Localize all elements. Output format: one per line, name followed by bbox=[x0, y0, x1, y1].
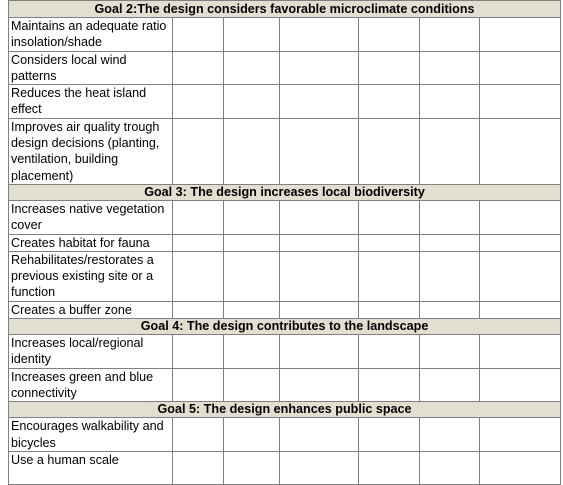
score-cell[interactable] bbox=[280, 418, 359, 452]
criterion-label: Encourages walkability and bicycles bbox=[9, 418, 173, 452]
score-cell[interactable] bbox=[173, 18, 224, 52]
score-cell[interactable] bbox=[480, 118, 561, 184]
score-cell[interactable] bbox=[173, 51, 224, 85]
score-cell[interactable] bbox=[480, 51, 561, 85]
criterion-row bbox=[9, 368, 561, 402]
score-cell[interactable] bbox=[173, 451, 224, 484]
criterion-row bbox=[9, 234, 561, 251]
score-cell[interactable] bbox=[280, 301, 359, 318]
criterion-row bbox=[9, 418, 561, 452]
criterion-row bbox=[9, 301, 561, 318]
criterion-label: Increases green and blue connectivity bbox=[9, 368, 173, 402]
score-cell[interactable] bbox=[420, 451, 480, 484]
score-cell[interactable] bbox=[224, 51, 280, 85]
criterion-label: Increases native vegetation cover bbox=[9, 200, 173, 234]
score-cell[interactable] bbox=[173, 200, 224, 234]
criterion-row bbox=[9, 251, 561, 301]
evaluation-table bbox=[8, 0, 561, 485]
score-cell[interactable] bbox=[480, 18, 561, 52]
score-cell[interactable] bbox=[224, 368, 280, 402]
criterion-label: Creates habitat for fauna bbox=[9, 234, 173, 251]
evaluation-table-page bbox=[8, 0, 560, 485]
score-cell[interactable] bbox=[224, 418, 280, 452]
score-cell[interactable] bbox=[173, 251, 224, 301]
score-cell[interactable] bbox=[224, 251, 280, 301]
score-cell[interactable] bbox=[359, 18, 420, 52]
score-cell[interactable] bbox=[224, 451, 280, 484]
score-cell[interactable] bbox=[173, 368, 224, 402]
score-cell[interactable] bbox=[224, 118, 280, 184]
criterion-row bbox=[9, 451, 561, 484]
score-cell[interactable] bbox=[359, 85, 420, 119]
score-cell[interactable] bbox=[420, 335, 480, 369]
score-cell[interactable] bbox=[420, 301, 480, 318]
score-cell[interactable] bbox=[359, 301, 420, 318]
score-cell[interactable] bbox=[480, 85, 561, 119]
score-cell[interactable] bbox=[480, 418, 561, 452]
score-cell[interactable] bbox=[480, 200, 561, 234]
score-cell[interactable] bbox=[224, 200, 280, 234]
score-cell[interactable] bbox=[359, 368, 420, 402]
score-cell[interactable] bbox=[420, 200, 480, 234]
score-cell[interactable] bbox=[359, 251, 420, 301]
score-cell[interactable] bbox=[420, 51, 480, 85]
score-cell[interactable] bbox=[420, 418, 480, 452]
score-cell[interactable] bbox=[224, 234, 280, 251]
score-cell[interactable] bbox=[280, 200, 359, 234]
score-cell[interactable] bbox=[359, 418, 420, 452]
criterion-label: Rehabilitates/restorates a previous existing site or a function bbox=[9, 251, 173, 301]
score-cell[interactable] bbox=[420, 234, 480, 251]
score-cell[interactable] bbox=[359, 234, 420, 251]
goal-row bbox=[9, 184, 561, 200]
goal-row bbox=[9, 402, 561, 418]
score-cell[interactable] bbox=[280, 51, 359, 85]
criterion-label: Reduces the heat island effect bbox=[9, 85, 173, 119]
criterion-row bbox=[9, 335, 561, 369]
score-cell[interactable] bbox=[359, 118, 420, 184]
score-cell[interactable] bbox=[173, 418, 224, 452]
score-cell[interactable] bbox=[224, 301, 280, 318]
score-cell[interactable] bbox=[224, 85, 280, 119]
score-cell[interactable] bbox=[359, 335, 420, 369]
criterion-label: Considers local wind patterns bbox=[9, 51, 173, 85]
criterion-row bbox=[9, 200, 561, 234]
score-cell[interactable] bbox=[173, 118, 224, 184]
score-cell[interactable] bbox=[480, 368, 561, 402]
score-cell[interactable] bbox=[280, 85, 359, 119]
criterion-label: Improves air quality trough design decisions (planting, ventilation, building placement) bbox=[9, 118, 173, 184]
score-cell[interactable] bbox=[480, 451, 561, 484]
goal-row bbox=[9, 1, 561, 18]
score-cell[interactable] bbox=[480, 234, 561, 251]
criterion-row bbox=[9, 118, 561, 184]
criterion-label: Maintains an adequate ratio insolation/shade bbox=[9, 18, 173, 52]
score-cell[interactable] bbox=[420, 18, 480, 52]
score-cell[interactable] bbox=[480, 335, 561, 369]
score-cell[interactable] bbox=[420, 368, 480, 402]
criterion-row bbox=[9, 18, 561, 52]
score-cell[interactable] bbox=[224, 335, 280, 369]
score-cell[interactable] bbox=[280, 234, 359, 251]
score-cell[interactable] bbox=[173, 335, 224, 369]
goal-heading: Goal 5: The design enhances public space bbox=[9, 402, 561, 418]
criterion-row bbox=[9, 85, 561, 119]
goal-heading: Goal 4: The design contributes to the landscape bbox=[9, 319, 561, 335]
score-cell[interactable] bbox=[224, 18, 280, 52]
score-cell[interactable] bbox=[359, 51, 420, 85]
score-cell[interactable] bbox=[173, 234, 224, 251]
criterion-label: Increases local/regional identity bbox=[9, 335, 173, 369]
score-cell[interactable] bbox=[280, 368, 359, 402]
score-cell[interactable] bbox=[359, 451, 420, 484]
score-cell[interactable] bbox=[280, 251, 359, 301]
score-cell[interactable] bbox=[420, 251, 480, 301]
goal-heading: Goal 3: The design increases local biodiversity bbox=[9, 184, 561, 200]
score-cell[interactable] bbox=[280, 451, 359, 484]
score-cell[interactable] bbox=[173, 301, 224, 318]
goal-row bbox=[9, 319, 561, 335]
score-cell[interactable] bbox=[480, 301, 561, 318]
score-cell[interactable] bbox=[280, 118, 359, 184]
score-cell[interactable] bbox=[173, 85, 224, 119]
score-cell[interactable] bbox=[420, 85, 480, 119]
score-cell[interactable] bbox=[280, 18, 359, 52]
criterion-label: Creates a buffer zone bbox=[9, 301, 173, 318]
score-cell[interactable] bbox=[280, 335, 359, 369]
criterion-row bbox=[9, 51, 561, 85]
score-cell[interactable] bbox=[359, 200, 420, 234]
score-cell[interactable] bbox=[420, 118, 480, 184]
goal-heading: Goal 2:The design considers favorable microclimate conditions bbox=[9, 1, 561, 18]
score-cell[interactable] bbox=[480, 251, 561, 301]
criterion-label: Use a human scale bbox=[9, 451, 173, 484]
